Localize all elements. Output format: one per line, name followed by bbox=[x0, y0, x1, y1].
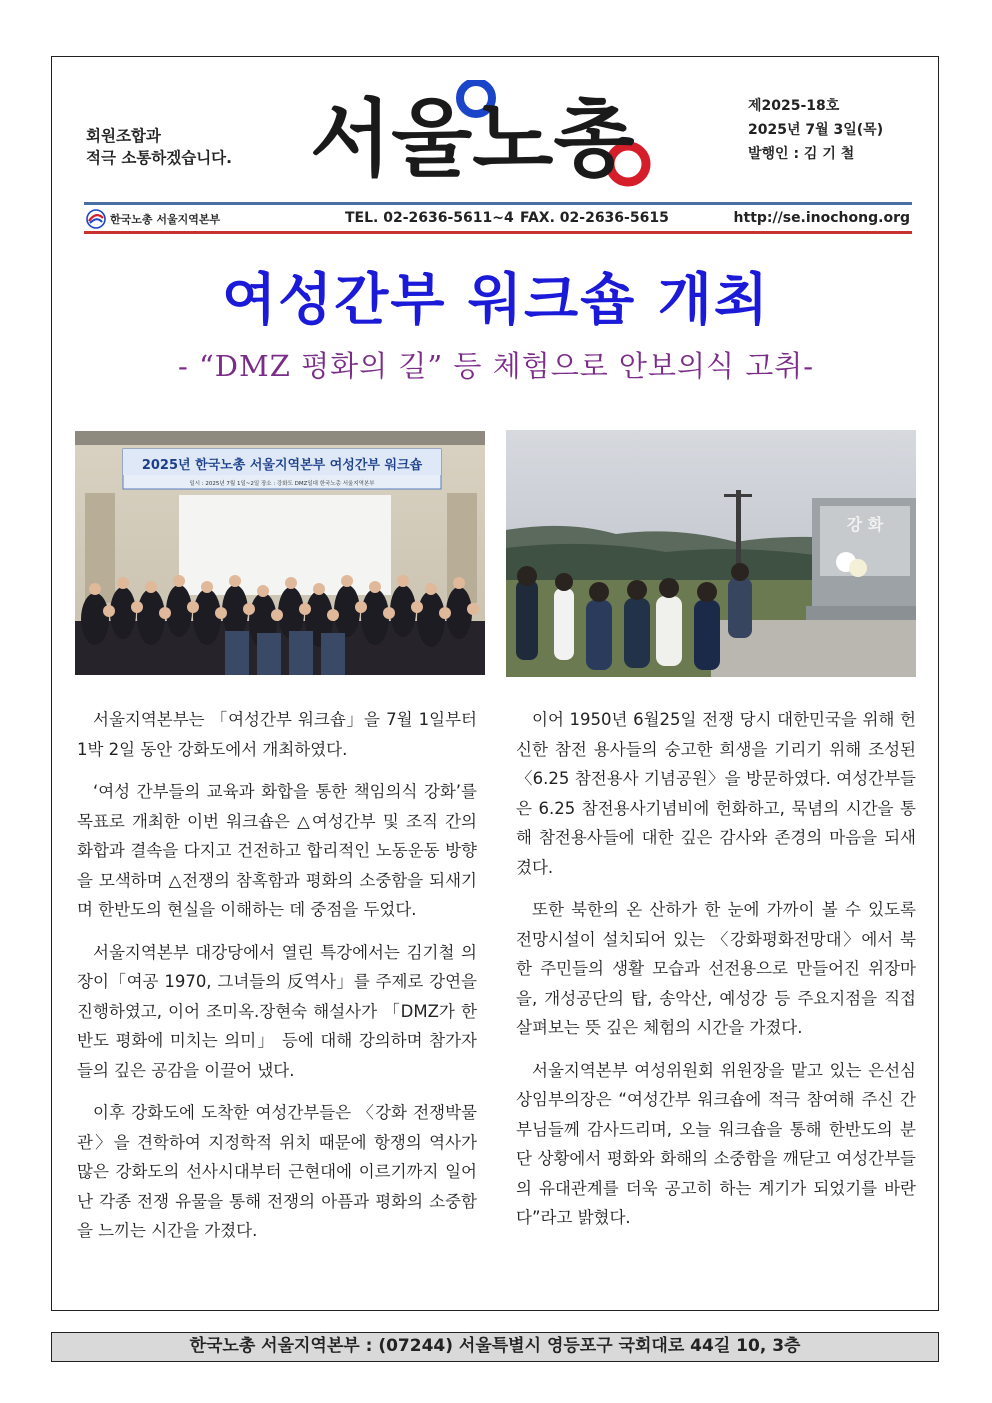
slogan bbox=[86, 125, 232, 169]
org-label bbox=[86, 209, 220, 229]
slogan-line-2: 적극 소통하겠습니다. bbox=[86, 149, 233, 167]
banner-title: 2025년 한국노총 서울지역본부 여성간부 워크숍 bbox=[141, 458, 423, 473]
paragraph-right-3: 서울지역본부 여성위원회 위원장을 맡고 있는 은선심 상임부의장은 “여성간부 워크숍에 적극 참여해 주신 간부님들께 감사드리며, 오늘 워크숍을 통해 한반도의 분단 상황에서 평화와 화해의 소중함을 깨닫고 여성간부들의 유대관계를 더욱 공고히 하는 계기가 되었기를 바란다”라고 밝혔다. bbox=[516, 1060, 916, 1227]
article-column-left bbox=[77, 705, 477, 1259]
slogan-line-1: 회원조합과 bbox=[86, 127, 161, 145]
divider-top bbox=[84, 202, 912, 205]
group-photo bbox=[75, 431, 485, 675]
telephone: TEL. 02-2636-5611~4 bbox=[345, 210, 514, 226]
fax: FAX. 02-2636-5615 bbox=[520, 210, 669, 226]
banner-subtitle: 일시 : 2025년 7월 1일~2일 장소 : 강화도 DMZ일대 한국노총 서울지역본부 bbox=[189, 481, 375, 487]
memorial-inscription: 강 화 bbox=[846, 515, 884, 534]
divider-bottom bbox=[84, 231, 912, 234]
memorial-photo bbox=[506, 430, 916, 677]
paragraph-left-3: 서울지역본부 대강당에서 열린 특강에서는 김기철 의장이「여공 1970, 그녀들의 反역사」를 주제로 강연을 진행하였고, 이어 조미옥.장현숙 해설사가 「DMZ가 한반도 평화에 미치는 의미」 등에 대해 강의하며 참가자들의 깊은 공감을 이끌어 냈다. bbox=[77, 942, 477, 1080]
issue-date: 2025년 7월 3일(목) bbox=[748, 122, 884, 138]
paragraph-left-4: 이후 강화도에 도착한 여성간부들은 〈강화 전쟁박물관〉을 견학하여 지정학적 위치 때문에 항쟁의 역사가 많은 강화도의 선사시대부터 근현대에 이르기까지 일어난 각종 전쟁 유물을 통해 전쟁의 아픔과 평화의 소중함을 느끼는 시간을 가졌다. bbox=[77, 1103, 477, 1240]
article-column-right bbox=[516, 705, 916, 1246]
website-link[interactable]: http://se.inochong.org bbox=[733, 210, 910, 226]
contact-bar bbox=[84, 202, 912, 234]
article-headline: 여성간부 워크숍 개최 bbox=[222, 268, 770, 333]
masthead-title: 서울노총 bbox=[310, 90, 635, 188]
masthead-logo bbox=[310, 80, 672, 196]
footer-address: 한국노총 서울지역본부 : (07244) 서울특별시 영등포구 국회대로 44길 10, 3층 bbox=[51, 1332, 939, 1362]
org-name: 한국노총 서울지역본부 bbox=[110, 213, 221, 226]
paragraph-right-1: 이어 1950년 6월25일 전쟁 당시 대한민국을 위해 헌신한 참전 용사들의 숭고한 희생을 기리기 위해 조성된 〈6.25 참전용사 기념공원〉을 방문하였다. 여성간부들은 6.25 참전용사기념비에 헌화하고, 묵념의 시간을 통해 참전용사들에 대한 깊은 감사와 존경의 마음을 되새겼다. bbox=[516, 710, 916, 877]
paragraph-right-2: 또한 북한의 온 산하가 한 눈에 가까이 볼 수 있도록 전망시설이 설치되어 있는 〈강화평화전망대〉에서 북한 주민들의 생활 모습과 선전용으로 만들어진 위장마을, 개성공단의 탑, 송악산, 예성강 등 주요지점을 직접 살펴보는 뜻 깊은 체험의 시간을 가졌다. bbox=[516, 900, 916, 1037]
union-emblem-icon bbox=[86, 209, 106, 229]
paragraph-left-2: ‘여성 간부들의 교육과 화합을 통한 책임의식 강화’를 목표로 개최한 이번 워크숍은 △여성간부 및 조직 간의 화합과 결속을 다지고 건전하고 합리적인 노동운동 방향을 모색하며 △전쟁의 참혹함과 평화의 소중함을 되새기며 한반도의 현실을 이해하는 데 중점을 두었다. bbox=[77, 782, 477, 919]
issue-number: 제2025-18호 bbox=[748, 98, 840, 114]
article-subheadline: - “DMZ 평화의 길” 등 체험으로 안보의식 고취- bbox=[177, 349, 815, 383]
publisher: 발행인 : 김 기 철 bbox=[748, 146, 855, 162]
issue-info bbox=[748, 94, 883, 166]
paragraph-left-1: 서울지역본부는 「여성간부 워크숍」을 7월 1일부터 1박 2일 동안 강화도에서 개최하였다. bbox=[77, 710, 477, 759]
